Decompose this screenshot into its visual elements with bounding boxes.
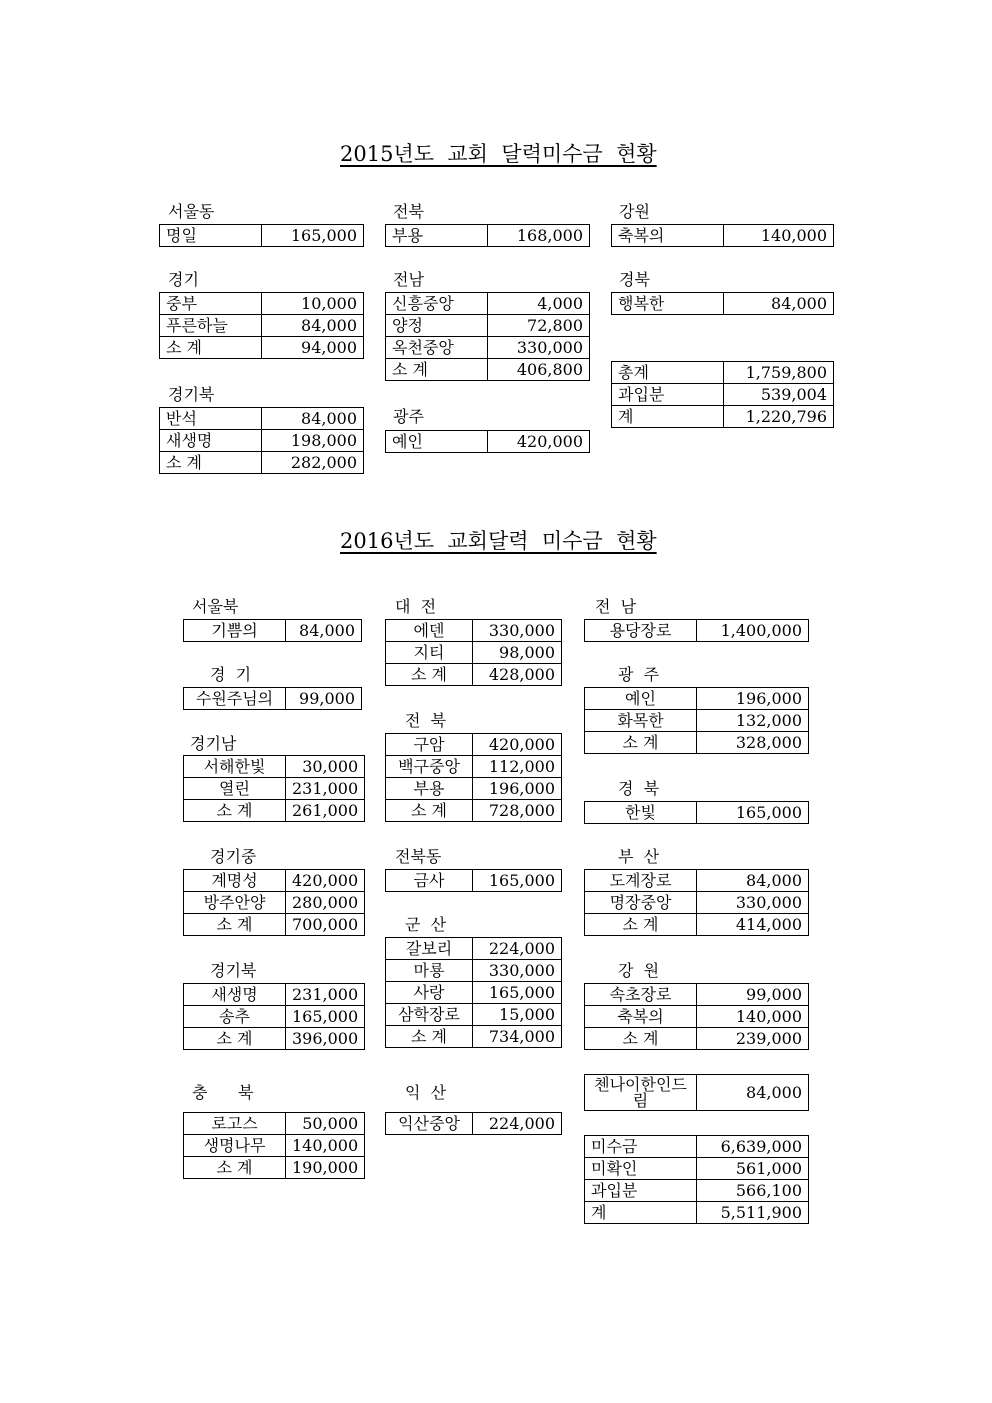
- amount-cell: 231,000: [286, 984, 365, 1006]
- amount-cell: 280,000: [286, 892, 365, 914]
- church-name-cell: 양정: [386, 315, 488, 337]
- table-gunsan-2016: [385, 937, 562, 1048]
- table-chenai-2016: [584, 1074, 809, 1111]
- table-gyeonggi-jung-2016: [183, 869, 365, 936]
- table-row: [585, 914, 809, 936]
- church-name-cell: 미수금: [585, 1136, 697, 1158]
- amount-cell: 94,000: [262, 337, 364, 359]
- table-row: [386, 225, 590, 247]
- church-name-cell: 생명나무: [184, 1135, 286, 1157]
- table-row: [585, 1158, 809, 1180]
- table-row: [585, 870, 809, 892]
- church-name-cell: 소 계: [585, 732, 697, 754]
- table-gyeongbuk-2015: [611, 292, 834, 315]
- church-name-cell: 푸른하늘: [160, 315, 262, 337]
- table-iksan-2016: [385, 1112, 562, 1135]
- church-name-cell: 소 계: [160, 452, 262, 474]
- amount-cell: 224,000: [473, 1113, 562, 1135]
- label-jeonbuk-dong-2016: 전북동: [395, 847, 442, 866]
- church-name-cell: 소 계: [386, 1026, 473, 1048]
- table-row: [386, 642, 562, 664]
- church-name-cell: 중부: [160, 293, 262, 315]
- amount-cell: 728,000: [473, 800, 562, 822]
- table-row: [386, 778, 562, 800]
- table-gyeonggi-2016: [183, 687, 362, 710]
- amount-cell: 132,000: [697, 710, 809, 732]
- church-name-cell: 총계: [612, 362, 724, 384]
- amount-cell: 84,000: [724, 293, 834, 315]
- church-name-cell: 한빛: [585, 802, 697, 824]
- table-gwangju-2015: [385, 430, 590, 453]
- amount-cell: 168,000: [488, 225, 590, 247]
- church-name-cell: 부용: [386, 225, 488, 247]
- church-name-cell: 과입분: [612, 384, 724, 406]
- table-row: [585, 620, 809, 642]
- amount-cell: 84,000: [697, 870, 809, 892]
- table-row: [184, 870, 365, 892]
- amount-cell: 566,100: [697, 1180, 809, 1202]
- amount-cell: 165,000: [262, 225, 364, 247]
- amount-cell: 84,000: [697, 1075, 809, 1111]
- table-gyeonggi-nam-2016: [183, 755, 365, 822]
- amount-cell: 165,000: [473, 982, 562, 1004]
- church-name-cell: 화목한: [585, 710, 697, 732]
- table-row: [612, 362, 834, 384]
- table-row: [585, 1028, 809, 1050]
- table-row: [386, 982, 562, 1004]
- table-row: [612, 384, 834, 406]
- church-name-cell: 계: [585, 1202, 697, 1224]
- table-totals-2016: [584, 1135, 809, 1224]
- table-seoul-buk-2016: [183, 619, 362, 642]
- table-row: [184, 892, 365, 914]
- table-row: [160, 408, 364, 430]
- amount-cell: 420,000: [473, 734, 562, 756]
- amount-cell: 239,000: [697, 1028, 809, 1050]
- label-gyeongbuk-2016: 경 북: [618, 779, 660, 798]
- amount-cell: 190,000: [286, 1157, 365, 1179]
- church-name-cell: 소 계: [585, 1028, 697, 1050]
- table-row: [184, 1113, 365, 1135]
- amount-cell: 224,000: [473, 938, 562, 960]
- church-name-cell: 사랑: [386, 982, 473, 1004]
- church-name-cell: 로고스: [184, 1113, 286, 1135]
- table-row: [585, 802, 809, 824]
- label-iksan-2016: 익 산: [405, 1083, 447, 1102]
- church-name-cell: 축복의: [585, 1006, 697, 1028]
- table-gyeonggibuk-2016: [183, 983, 365, 1050]
- amount-cell: 165,000: [697, 802, 809, 824]
- table-jeonbuk-2015: [385, 224, 590, 247]
- church-name-cell: 에덴: [386, 620, 473, 642]
- amount-cell: 1,759,800: [724, 362, 834, 384]
- table-row: [612, 225, 834, 247]
- amount-cell: 420,000: [286, 870, 365, 892]
- amount-cell: 539,004: [724, 384, 834, 406]
- church-name-cell: 소 계: [386, 664, 473, 686]
- church-name-cell: 명장중앙: [585, 892, 697, 914]
- table-row: [585, 984, 809, 1006]
- amount-cell: 15,000: [473, 1004, 562, 1026]
- label-seoul-buk-2016: 서울북: [192, 597, 239, 616]
- table-row: [160, 452, 364, 474]
- table-row: [386, 431, 590, 453]
- table-jeonbuk-2016: [385, 733, 562, 822]
- table-row: [585, 1006, 809, 1028]
- table-gwangju-2016: [584, 687, 809, 754]
- church-name-cell: 소 계: [184, 1157, 286, 1179]
- amount-cell: 50,000: [286, 1113, 365, 1135]
- church-name-cell: 새생명: [184, 984, 286, 1006]
- amount-cell: 396,000: [286, 1028, 365, 1050]
- amount-cell: 196,000: [697, 688, 809, 710]
- label-gyeonggi-nam-2016: 경기남: [190, 734, 237, 753]
- label-chungbuk-2016: 충 북: [192, 1083, 254, 1102]
- table-gangwon-2015: [611, 224, 834, 247]
- amount-cell: 165,000: [473, 870, 562, 892]
- amount-cell: 261,000: [286, 800, 365, 822]
- amount-cell: 98,000: [473, 642, 562, 664]
- church-name-cell: 소 계: [184, 1028, 286, 1050]
- table-row: [386, 800, 562, 822]
- table-row: [184, 984, 365, 1006]
- church-name-cell: 행복한: [612, 293, 724, 315]
- label-gyeonggi-jung-2016: 경기중: [210, 847, 257, 866]
- table-row: [184, 800, 365, 822]
- church-name-cell: 예인: [386, 431, 488, 453]
- church-name-cell: 금사: [386, 870, 473, 892]
- church-name-cell: 소 계: [184, 914, 286, 936]
- amount-cell: 330,000: [488, 337, 590, 359]
- table-row: [386, 664, 562, 686]
- table-gyeonggi-2015: [159, 292, 364, 359]
- label-gwangju-2016: 광 주: [618, 665, 660, 684]
- church-name-cell: 소 계: [585, 914, 697, 936]
- church-name-cell: 반석: [160, 408, 262, 430]
- table-row: [184, 688, 362, 710]
- church-name-cell: 삼학장로: [386, 1004, 473, 1026]
- table-row: [585, 892, 809, 914]
- label-jeonbuk-2015: 전북: [393, 202, 424, 221]
- table-jeonnam-2015: [385, 292, 590, 381]
- table-row: [585, 1180, 809, 1202]
- table-row: [585, 1136, 809, 1158]
- church-name-cell: 기쁨의: [184, 620, 286, 642]
- amount-cell: 196,000: [473, 778, 562, 800]
- table-row: [386, 756, 562, 778]
- amount-cell: 330,000: [473, 620, 562, 642]
- amount-cell: 330,000: [473, 960, 562, 982]
- amount-cell: 10,000: [262, 293, 364, 315]
- table-row: [160, 225, 364, 247]
- table-row: [612, 293, 834, 315]
- table-row: [585, 732, 809, 754]
- church-name-cell: 예인: [585, 688, 697, 710]
- label-gangwon-2015: 강원: [619, 202, 650, 221]
- amount-cell: 328,000: [697, 732, 809, 754]
- table-row: [585, 1202, 809, 1224]
- amount-cell: 4,000: [488, 293, 590, 315]
- amount-cell: 6,639,000: [697, 1136, 809, 1158]
- church-name-cell: 옥천중앙: [386, 337, 488, 359]
- table-row: [386, 734, 562, 756]
- table-row: [184, 1006, 365, 1028]
- church-name-cell: 소 계: [184, 800, 286, 822]
- table-row: [160, 430, 364, 452]
- table-row: [386, 1004, 562, 1026]
- label-gyeonggibuk-2015: 경기북: [168, 385, 215, 404]
- table-seoul-dong-2015: [159, 224, 364, 247]
- church-name-cell: 용당장로: [585, 620, 697, 642]
- table-row: [612, 406, 834, 428]
- title-2016: 2016년도 교회달력 미수금 현황: [340, 529, 657, 553]
- table-gyeongbuk-2016: [584, 801, 809, 824]
- amount-cell: 734,000: [473, 1026, 562, 1048]
- church-name-cell: 갈보리: [386, 938, 473, 960]
- label-busan-2016: 부 산: [618, 847, 660, 866]
- church-name-cell: 마룡: [386, 960, 473, 982]
- amount-cell: 420,000: [488, 431, 590, 453]
- title-2015: 2015년도 교회 달력미수금 현황: [340, 142, 657, 166]
- amount-cell: 406,800: [488, 359, 590, 381]
- amount-cell: 30,000: [286, 756, 365, 778]
- table-row: [184, 1157, 365, 1179]
- table-row: [386, 938, 562, 960]
- church-name-cell: 도계장로: [585, 870, 697, 892]
- table-row: [160, 293, 364, 315]
- church-name-cell: 소 계: [386, 800, 473, 822]
- amount-cell: 330,000: [697, 892, 809, 914]
- label-gyeonggibuk-2016: 경기북: [210, 961, 257, 980]
- amount-cell: 140,000: [286, 1135, 365, 1157]
- amount-cell: 140,000: [697, 1006, 809, 1028]
- amount-cell: 99,000: [286, 688, 362, 710]
- table-row: [386, 620, 562, 642]
- amount-cell: 84,000: [262, 408, 364, 430]
- table-row: [184, 1028, 365, 1050]
- table-row: [585, 1075, 809, 1111]
- amount-cell: 231,000: [286, 778, 365, 800]
- table-row: [160, 337, 364, 359]
- amount-cell: 414,000: [697, 914, 809, 936]
- table-row: [184, 756, 365, 778]
- church-name-cell: 축복의: [612, 225, 724, 247]
- church-name-cell: 소 계: [386, 359, 488, 381]
- label-gangwon-2016: 강 원: [618, 961, 660, 980]
- table-totals-2015: [611, 361, 834, 428]
- label-gunsan-2016: 군 산: [405, 915, 447, 934]
- amount-cell: 198,000: [262, 430, 364, 452]
- table-row: [386, 359, 590, 381]
- label-seoul-dong-2015: 서울동: [168, 202, 215, 221]
- table-row: [160, 315, 364, 337]
- table-busan-2016: [584, 869, 809, 936]
- label-gyeongbuk-2015: 경북: [619, 270, 650, 289]
- church-name-cell: 신흥중앙: [386, 293, 488, 315]
- table-row: [386, 960, 562, 982]
- amount-cell: 700,000: [286, 914, 365, 936]
- church-name-cell: 첸나이한인드림: [585, 1075, 697, 1111]
- amount-cell: 561,000: [697, 1158, 809, 1180]
- church-name-cell: 계명성: [184, 870, 286, 892]
- label-daejeon-2016: 대 전: [395, 597, 437, 616]
- table-row: [184, 914, 365, 936]
- label-gyeonggi-2016: 경 기: [210, 665, 252, 684]
- amount-cell: 99,000: [697, 984, 809, 1006]
- table-daejeon-2016: [385, 619, 562, 686]
- table-row: [386, 293, 590, 315]
- amount-cell: 428,000: [473, 664, 562, 686]
- church-name-cell: 부용: [386, 778, 473, 800]
- amount-cell: 165,000: [286, 1006, 365, 1028]
- label-jeonnam-2015: 전남: [393, 270, 424, 289]
- church-name-cell: 수원주님의: [184, 688, 286, 710]
- table-gangwon-2016: [584, 983, 809, 1050]
- table-jeonbuk-dong-2016: [385, 869, 562, 892]
- table-row: [386, 870, 562, 892]
- table-row: [184, 620, 362, 642]
- table-row: [386, 337, 590, 359]
- label-jeonbuk-2016: 전 북: [405, 711, 447, 730]
- amount-cell: 5,511,900: [697, 1202, 809, 1224]
- table-chungbuk-2016: [183, 1112, 365, 1179]
- church-name-cell: 익산중앙: [386, 1113, 473, 1135]
- church-name-cell: 백구중앙: [386, 756, 473, 778]
- table-row: [184, 778, 365, 800]
- church-name-cell: 지티: [386, 642, 473, 664]
- table-jeonnam-2016: [584, 619, 809, 642]
- church-name-cell: 과입분: [585, 1180, 697, 1202]
- church-name-cell: 소 계: [160, 337, 262, 359]
- table-row: [585, 688, 809, 710]
- label-jeonnam-2016: 전 남: [595, 597, 637, 616]
- label-gwangju-2015: 광주: [393, 407, 424, 426]
- church-name-cell: 열린: [184, 778, 286, 800]
- table-gyeonggibuk-2015: [159, 407, 364, 474]
- table-row: [585, 710, 809, 732]
- church-name-cell: 구암: [386, 734, 473, 756]
- church-name-cell: 계: [612, 406, 724, 428]
- church-name-cell: 송추: [184, 1006, 286, 1028]
- table-row: [386, 1026, 562, 1048]
- amount-cell: 72,800: [488, 315, 590, 337]
- label-gyeonggi-2015: 경기: [168, 270, 199, 289]
- church-name-cell: 새생명: [160, 430, 262, 452]
- church-name-cell: 방주안양: [184, 892, 286, 914]
- amount-cell: 1,220,796: [724, 406, 834, 428]
- amount-cell: 1,400,000: [697, 620, 809, 642]
- table-row: [184, 1135, 365, 1157]
- amount-cell: 282,000: [262, 452, 364, 474]
- table-row: [386, 1113, 562, 1135]
- church-name-cell: 미확인: [585, 1158, 697, 1180]
- church-name-cell: 명일: [160, 225, 262, 247]
- table-row: [386, 315, 590, 337]
- amount-cell: 84,000: [262, 315, 364, 337]
- amount-cell: 84,000: [286, 620, 362, 642]
- church-name-cell: 속초장로: [585, 984, 697, 1006]
- church-name-cell: 서해한빛: [184, 756, 286, 778]
- amount-cell: 140,000: [724, 225, 834, 247]
- amount-cell: 112,000: [473, 756, 562, 778]
